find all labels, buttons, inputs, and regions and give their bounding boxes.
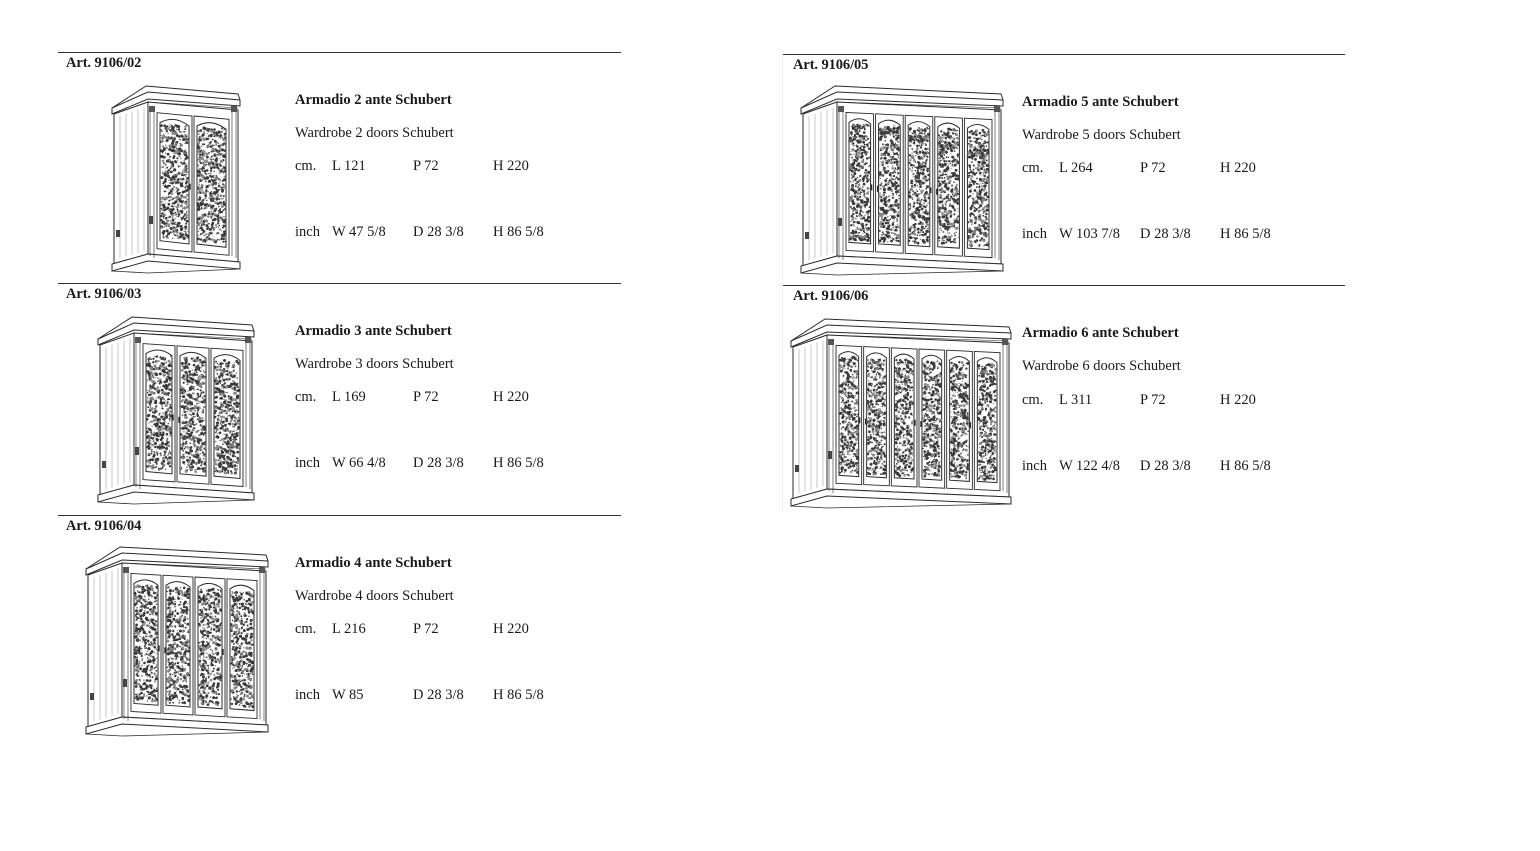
dim-height: H 86 5/8 [493, 224, 544, 240]
product-subtitle: Wardrobe 6 doors Schubert [1022, 358, 1181, 374]
wardrobe-4-doors-drawing [84, 539, 270, 737]
article-number: Art. 9106/02 [66, 55, 142, 71]
dim-width: W 66 4/8 [332, 455, 386, 471]
unit-label: cm. [295, 389, 317, 405]
product-subtitle: Wardrobe 4 doors Schubert [295, 588, 454, 604]
section-rule [58, 515, 621, 516]
product-card [58, 283, 621, 513]
dim-depth: D 28 3/8 [1140, 226, 1191, 242]
dim-length: L 311 [1059, 392, 1093, 408]
section-rule [783, 285, 1345, 286]
unit-label: cm. [1022, 160, 1044, 176]
dim-height: H 220 [493, 621, 529, 637]
product-title: Armadio 4 ante Schubert [295, 555, 452, 571]
product-card [58, 52, 621, 282]
dim-height: H 86 5/8 [493, 455, 544, 471]
section-rule [58, 52, 621, 53]
section-rule [783, 54, 1345, 55]
dim-depth: P 72 [413, 389, 439, 405]
dim-height: H 220 [493, 389, 529, 405]
dim-depth: P 72 [1140, 392, 1166, 408]
dim-depth: D 28 3/8 [1140, 458, 1191, 474]
product-card [783, 54, 1345, 284]
dim-width: W 122 4/8 [1059, 458, 1120, 474]
dim-height: H 86 5/8 [1220, 458, 1271, 474]
product-title: Armadio 3 ante Schubert [295, 323, 452, 339]
wardrobe-6-doors-drawing [789, 311, 1013, 509]
product-title: Armadio 6 ante Schubert [1022, 325, 1179, 341]
dim-height: H 86 5/8 [493, 687, 544, 703]
dim-height: H 86 5/8 [1220, 226, 1271, 242]
dim-depth: D 28 3/8 [413, 687, 464, 703]
dim-length: L 169 [332, 389, 366, 405]
product-subtitle: Wardrobe 3 doors Schubert [295, 356, 454, 372]
dim-width: W 85 [332, 687, 364, 703]
unit-label: inch [295, 455, 320, 471]
unit-label: cm. [295, 158, 317, 174]
section-rule [58, 283, 621, 284]
product-title: Armadio 5 ante Schubert [1022, 94, 1179, 110]
dim-height: H 220 [1220, 392, 1256, 408]
dim-length: L 216 [332, 621, 366, 637]
dim-height: H 220 [493, 158, 529, 174]
product-card [58, 515, 621, 745]
product-title: Armadio 2 ante Schubert [295, 92, 452, 108]
dim-length: L 264 [1059, 160, 1093, 176]
unit-label: inch [1022, 226, 1047, 242]
unit-label: inch [295, 687, 320, 703]
dim-depth: P 72 [413, 621, 439, 637]
unit-label: inch [295, 224, 320, 240]
article-number: Art. 9106/04 [66, 518, 142, 534]
article-number: Art. 9106/06 [793, 288, 869, 304]
dim-width: W 103 7/8 [1059, 226, 1120, 242]
dim-height: H 220 [1220, 160, 1256, 176]
dim-width: W 47 5/8 [332, 224, 386, 240]
unit-label: cm. [1022, 392, 1044, 408]
wardrobe-2-doors-drawing [110, 78, 242, 274]
wardrobe-3-doors-drawing [96, 309, 256, 505]
product-subtitle: Wardrobe 2 doors Schubert [295, 125, 454, 141]
wardrobe-5-doors-drawing [799, 78, 1005, 276]
product-card [783, 285, 1345, 515]
dim-depth: D 28 3/8 [413, 224, 464, 240]
dim-depth: P 72 [413, 158, 439, 174]
dim-length: L 121 [332, 158, 366, 174]
unit-label: inch [1022, 458, 1047, 474]
article-number: Art. 9106/03 [66, 286, 142, 302]
unit-label: cm. [295, 621, 317, 637]
product-subtitle: Wardrobe 5 doors Schubert [1022, 127, 1181, 143]
article-number: Art. 9106/05 [793, 57, 869, 73]
dim-depth: P 72 [1140, 160, 1166, 176]
dim-depth: D 28 3/8 [413, 455, 464, 471]
